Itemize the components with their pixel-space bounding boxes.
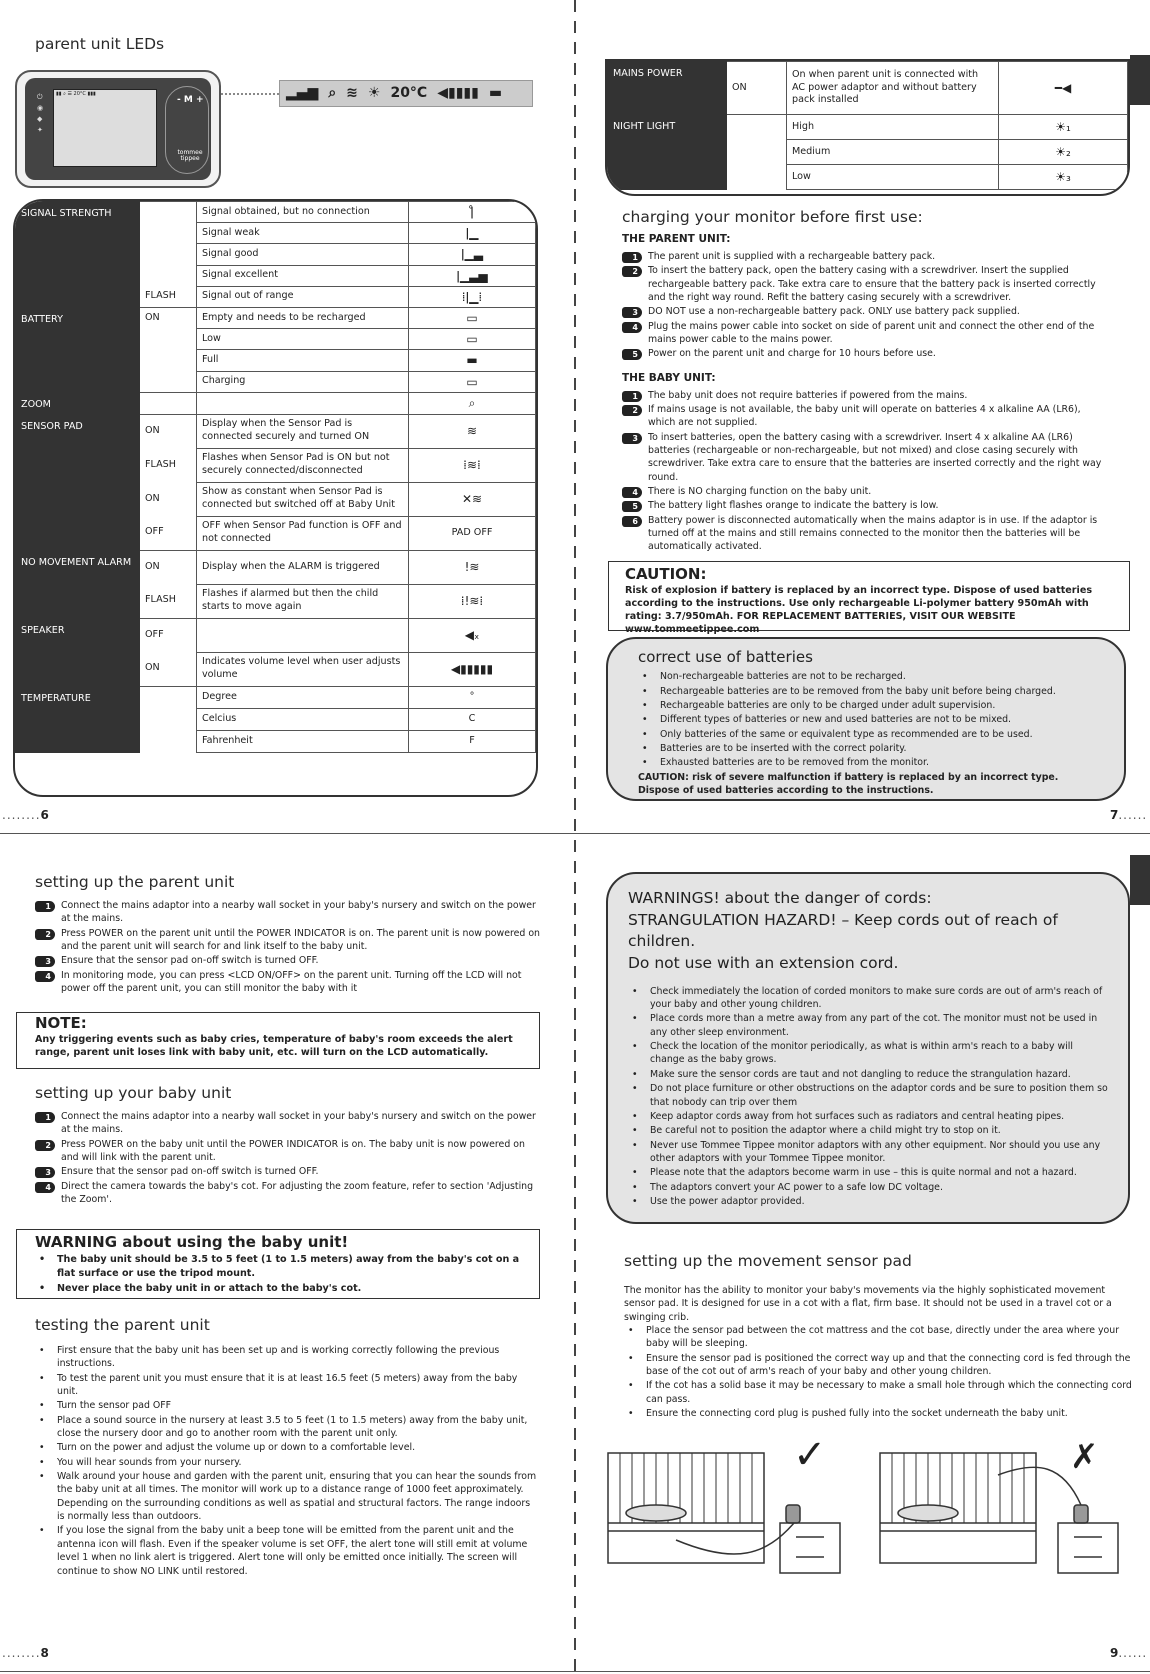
page6.rows-row [16, 686, 536, 708]
step-item [622, 347, 1102, 360]
mode-cell: ON [140, 652, 197, 686]
step-text: Ensure that the sensor pad on-off switch is turned OFF. [61, 1166, 319, 1178]
step-item [622, 264, 1102, 304]
bullet-text: • Rechargeable batteries are only to be charged under adult supervision. [660, 699, 996, 711]
icon-cell [409, 414, 536, 448]
alarm-flash-icon: ⁞!≋⁞ [460, 594, 484, 609]
step-item [622, 389, 1102, 402]
step-text: DO NOT use a non-rechargeable battery pack. ONLY use battery pack supplied. [648, 306, 1020, 318]
side-tab [1130, 55, 1150, 105]
callout-dotted-line [221, 93, 279, 95]
horizontal-divider [0, 833, 1150, 834]
mode-cell [140, 371, 197, 392]
bullet-text: • The adaptors convert your AC power to a safe low DC voltage. [650, 1181, 943, 1193]
description-cell: Signal obtained, but no connection [197, 202, 409, 223]
mode-cell: ON [140, 550, 197, 584]
icon-cell [999, 140, 1128, 165]
bullet-text: • Ensure the connecting cord plug is pushed fully into the socket underneath the baby unit. [646, 1408, 1068, 1420]
bullet-item [628, 1040, 1108, 1067]
bullet-item [624, 1379, 1132, 1406]
bullet-text: • If the cot has a solid base it may be necessary to make a small hole through which the connecting cord can pass. [646, 1380, 1132, 1405]
step-number-badge: 2 [622, 405, 642, 416]
step-item [622, 320, 1102, 347]
correct-setup-illustration [606, 1445, 866, 1575]
step-item [622, 403, 1102, 430]
sensor-pad-off-icon: ✕≋ [461, 492, 483, 507]
mode-cell: ON [140, 482, 197, 516]
bulb-2-icon: ☀₂ [1055, 144, 1071, 159]
temperature-readout: 20°C [390, 84, 428, 101]
description-cell: Empty and needs to be recharged [197, 307, 409, 328]
side-tab [1130, 855, 1150, 905]
bullet-item [35, 1470, 540, 1523]
icon-cell [409, 244, 536, 265]
icon-cell [409, 329, 536, 350]
bullet-item [628, 1068, 1108, 1081]
step-number-badge: 1 [35, 901, 55, 912]
step-text: To insert batteries, open the battery casing with a screwdriver. Insert 4 x alkaline AA (LR6) batteries (rechargeable or non-rechargeable, but not mixed) and close casing securely with screwdriver. Take extra care to ensure that the batteries are inserted correctly and the right way round. [648, 431, 1102, 483]
signal-good-icon: ǀ▁▃ [461, 247, 483, 262]
battery-full-icon: ▬ [466, 353, 478, 368]
bullet-item [638, 713, 1094, 726]
icon-cell [999, 115, 1128, 140]
icon-cell [409, 371, 536, 392]
page6-title: parent unit LEDs [35, 35, 165, 53]
icon-cell [409, 392, 536, 414]
batteries-title: correct use of batteries [638, 648, 813, 666]
step-item [35, 899, 540, 926]
mode-cell [727, 165, 787, 190]
cords-warning-panel [606, 872, 1130, 1224]
bullet-item [628, 985, 1108, 1012]
bullet-item [624, 1324, 1132, 1351]
night-light-icon: ☀ [367, 84, 381, 101]
step-number-badge: 3 [35, 1167, 55, 1178]
description-cell: High [787, 115, 999, 140]
bulb-3-icon: ☀₃ [1055, 169, 1071, 184]
tommee-tippee-logo: tommee tippee [177, 149, 203, 162]
bullet-text: • You will hear sounds from your nursery. [57, 1456, 242, 1468]
note-text: Any triggering events such as baby cries, temperature of baby's room exceeds the alert range, parent unit loses link with baby unit, etc. will turn on the LCD automatically. [35, 1034, 513, 1059]
category-temperature: TEMPERATURE [16, 686, 140, 752]
icon-text-cell: C [409, 708, 536, 730]
mode-cell [140, 730, 197, 752]
mode-cell [140, 329, 197, 350]
icon-text-cell: ° [409, 686, 536, 708]
bullet-item [624, 1352, 1132, 1379]
signal-excellent-icon: ǀ▁▃▅ [456, 268, 488, 283]
bullet-text: • Check immediately the location of corded monitors to make sure cords are out of arm's reach of your baby and other young children. [650, 985, 1103, 1011]
bullet-text: • Turn the sensor pad OFF [57, 1400, 172, 1412]
step-number-badge: 3 [35, 956, 55, 967]
page-number-6: ........6 [2, 808, 49, 822]
mode-cell: OFF [140, 618, 197, 652]
bullet-item [628, 1181, 1108, 1194]
caution-text: Risk of explosion if battery is replaced by an incorrect type. Dispose of used batteries according to the instructions. Use only rechargeable Li-polymer battery 950mAh with rating: 3.7/950mAh. FOR REPLACEMENT BATTERIES, VISIT OUR WEBSITE www.tommeetippee.com [625, 585, 1093, 636]
step-item [35, 1138, 540, 1165]
sensor-pad-flash-icon: ⁞≋⁞ [463, 458, 481, 473]
mode-cell: FLASH [140, 448, 197, 482]
description-cell: OFF when Sensor Pad function is OFF and not connected [197, 516, 409, 550]
bullet-item [638, 670, 1094, 683]
bullet-text: • Make sure the sensor cords are taut and not dangling to reduce the strangulation hazard. [650, 1068, 1071, 1080]
parent-unit-led-table-continued [605, 59, 1130, 196]
step-item [35, 969, 540, 996]
category-night-light: NIGHT LIGHT [608, 115, 727, 190]
bullet-text: • First ensure that the baby unit has been set up and is working correctly following the previous instructions. [57, 1345, 500, 1370]
mode-cell [140, 202, 197, 223]
cords-title-1: WARNINGS! about the danger of cords: [628, 889, 932, 907]
category-zoom: ZOOM [16, 392, 140, 414]
bullet-text: • Be careful not to position the adaptor where a child might try to stop on it. [650, 1125, 1001, 1137]
description-cell: Show as constant when Sensor Pad is connected but switched off at Baby Unit [197, 482, 409, 516]
antenna-icon: ǀ̊ [470, 205, 474, 219]
icon-cell [409, 202, 536, 223]
cords-title-2: STRANGULATION HAZARD! – Keep cords out of reach of children. [628, 910, 1058, 951]
step-item [622, 485, 1102, 498]
step-number-badge: 2 [622, 266, 642, 277]
baby-unit-heading: THE BABY UNIT: [622, 371, 716, 384]
warning-title: WARNING about using the baby unit! [35, 1233, 349, 1251]
icon-cell [409, 448, 536, 482]
step-item [622, 514, 1102, 554]
testing-steps [35, 1344, 540, 1579]
step-number-badge: 5 [622, 501, 642, 512]
bullet-item [638, 728, 1094, 741]
bullet-text: • Never use Tommee Tippee monitor adaptors with any other equipment. Nor should you use any other adaptors with your Tommee Tippee monitor. [650, 1139, 1101, 1164]
description-cell: Signal weak [197, 223, 409, 244]
signal-flash-icon: ⁞ǀ▁⁞ [461, 289, 483, 304]
bullet-text: • Only batteries of the same or equivalent type as recommended are to be used. [660, 728, 1033, 740]
step-number-badge: 4 [622, 487, 642, 498]
step-text: Press POWER on the baby unit until the POWER INDICATOR is on. The baby unit is now powered on and will link with the parent unit. [61, 1138, 525, 1164]
step-number-badge: 3 [622, 433, 642, 444]
page6.rows-row [16, 414, 536, 448]
step-item [35, 1110, 540, 1137]
step-number-badge: 3 [622, 307, 642, 318]
step-number-badge: 2 [35, 929, 55, 940]
bullet-item [35, 1441, 540, 1454]
sensor-pad-title: setting up the movement sensor pad [624, 1252, 912, 1270]
description-cell: Full [197, 350, 409, 371]
step-text: To insert the battery pack, open the battery casing with a screwdriver. Insert the supplied rechargeable battery pack. Take extra care to ensure that the battery pack is inserted correctly and the right way round. Refit the battery casing securely with a screwdriver. [648, 265, 1096, 303]
parent-setup-steps [35, 899, 540, 996]
sensor-pad-intro: The monitor has the ability to monitor your baby's movements via the highly sophisticated movement sensor pad. It is designed for use in a cot with a flat, firm base. It should not be used in a travel cot or a swinging crib. [624, 1285, 1112, 1323]
bullet-item [638, 742, 1094, 755]
mode-cell: ON [140, 414, 197, 448]
bullet-text: • Ensure the sensor pad is positioned the correct way up and that the connecting cord is fed through the base of the cot out of arm's reach of your baby and other young children. [646, 1352, 1131, 1378]
setting-up-baby-title: setting up your baby unit [35, 1084, 232, 1102]
parent-unit-led-table [13, 199, 538, 797]
zoom-icon: ⌕ [468, 396, 476, 411]
step-number-badge: 4 [35, 1182, 55, 1193]
bullet-text: • Do not place furniture or other obstructions on the adaptor cords and be sure to position them so that nobody can trip over them [650, 1083, 1108, 1108]
bullet-text: • Please note that the adaptors become warm in use – this is quite normal and not a hazard. [650, 1167, 1077, 1179]
icon-cell [409, 265, 536, 286]
step-text: If mains usage is not available, the baby unit will operate on batteries 4 x alkaline AA (LR6), which are not supplied. [648, 403, 1081, 429]
bullet-item [628, 1166, 1108, 1179]
step-item [622, 250, 1102, 263]
mode-cell [140, 350, 197, 371]
step-number-badge: 2 [35, 1140, 55, 1151]
description-cell [197, 392, 409, 414]
category-battery: BATTERY [16, 307, 140, 392]
bullet-text: • Batteries are to be inserted with the correct polarity. [660, 743, 907, 755]
sensor-pad-icon: ≋ [346, 84, 358, 101]
bullet-text: • Non-rechargeable batteries are not to be recharged. [660, 671, 906, 683]
parent-unit-illustration: ▮▮ ⌕ ☰ 20°C ▮▮▮ ⏻ ◉ ◆ ✦ - M + tommee tippee [15, 70, 221, 188]
bullet-item [638, 685, 1094, 698]
icon-cell [409, 550, 536, 584]
description-cell: Signal excellent [197, 265, 409, 286]
bullet-item [35, 1399, 540, 1412]
bullet-text: • Rechargeable batteries are to be removed from the baby unit before being charged. [660, 685, 1056, 697]
battery-charging-icon: ▭ [466, 374, 478, 389]
cords-title-3: Do not use with an extension cord. [628, 954, 899, 973]
vertical-divider [574, 0, 576, 1674]
step-text: The battery light flashes orange to indicate the battery is low. [648, 500, 939, 512]
correct-use-of-batteries-panel [606, 637, 1126, 801]
caution-title: CAUTION: [625, 565, 707, 583]
description-cell: Medium [787, 140, 999, 165]
description-cell: Signal out of range [197, 286, 409, 307]
description-cell: Charging [197, 371, 409, 392]
bullet-item [628, 1139, 1108, 1166]
bullet-item [35, 1372, 540, 1399]
step-text: Plug the mains power cable into socket on side of parent unit and connect the other end of the mains power cable to the mains power. [648, 320, 1095, 345]
description-cell: Display when the ALARM is triggered [197, 550, 409, 584]
sensor-pad-icon: ≋ [466, 424, 478, 439]
step-text: Press POWER on the parent unit until the POWER INDICATOR is on. The parent unit is now powered on and the parent unit will search for and link itself to the baby unit. [61, 927, 540, 953]
step-number-badge: 6 [622, 516, 642, 527]
step-number-badge: 1 [622, 391, 642, 402]
bullet-item [35, 1456, 540, 1469]
mode-cell: OFF [140, 516, 197, 550]
icon-text-cell: F [409, 730, 536, 752]
parent-unit-heading: THE PARENT UNIT: [622, 233, 731, 245]
page-number-8: ........8 [2, 1646, 49, 1660]
bullet-item [628, 1012, 1108, 1039]
step-text: There is NO charging function on the baby unit. [648, 485, 872, 497]
step-text: Ensure that the sensor pad on-off switch is turned OFF. [61, 955, 319, 967]
step-item [35, 927, 540, 954]
bullet-text: • Place the sensor pad between the cot mattress and the cot base, directly under the area where your baby will be sleeping. [646, 1325, 1120, 1350]
icon-text-cell: PAD OFF [409, 516, 536, 550]
page7.top_rows-row [608, 62, 1128, 115]
incorrect-setup-illustration [878, 1445, 1138, 1575]
description-cell: On when parent unit is connected with AC power adaptor and without battery pack installed [787, 62, 999, 115]
charging-title: charging your monitor before first use: [622, 208, 923, 226]
step-text: Connect the mains adaptor into a nearby wall socket in your baby's nursery and switch on the power at the mains. [61, 900, 536, 925]
bullet-item [628, 1110, 1108, 1123]
note-title: NOTE: [35, 1014, 87, 1032]
sensor-pad-section [624, 1284, 1132, 1421]
description-cell: Display when the Sensor Pad is connected securely and turned ON [197, 414, 409, 448]
icon-cell [999, 165, 1128, 190]
description-cell: Signal good [197, 244, 409, 265]
alarm-icon: !≋ [464, 560, 480, 575]
step-number-badge: 1 [35, 1112, 55, 1123]
zoom-icon: ⌕ [328, 84, 337, 101]
step-item [35, 1165, 540, 1178]
signal-excellent-icon: ▂▄▆ [286, 84, 319, 101]
page7.top_rows-row [608, 115, 1128, 140]
step-text: Connect the mains adaptor into a nearby wall socket in your baby's nursery and switch on the power at the mains. [61, 1111, 536, 1136]
battery-low-icon: ▭ [466, 332, 478, 347]
step-text: Direct the camera towards the baby's cot. For adjusting the zoom feature, refer to section 'Adjusting the Zoom'. [61, 1180, 534, 1206]
lcd-status-strip [279, 80, 533, 107]
bullet-text: • Use the power adaptor provided. [650, 1195, 805, 1207]
step-item [35, 954, 540, 967]
bullet-text: • Keep adaptor cords away from hot surfaces such as radiators and central heating pipes. [650, 1110, 1065, 1122]
bullet-item [35, 1344, 540, 1371]
description-cell [197, 618, 409, 652]
bullet-item [35, 1253, 521, 1280]
bottom-rule [0, 1671, 1150, 1672]
step-item [622, 499, 1102, 512]
bullet-item [35, 1524, 540, 1577]
step-item [622, 431, 1102, 484]
description-cell: Low [197, 329, 409, 350]
step-item [35, 1180, 540, 1207]
warning-box [16, 1229, 540, 1299]
bullet-item [628, 1195, 1108, 1208]
category-mains-power: MAINS POWER [608, 62, 727, 115]
step-number-badge: 1 [622, 252, 642, 263]
category-speaker: SPEAKER [16, 618, 140, 686]
speaker-mute-icon: ◀ₓ [464, 628, 480, 643]
mode-cell: ON [727, 62, 787, 115]
icon-cell [409, 350, 536, 371]
caution-box [608, 561, 1130, 636]
icon-cell [409, 584, 536, 618]
charging-section [622, 232, 1102, 555]
page6.rows-row [16, 550, 536, 584]
bullet-text: • The baby unit should be 3.5 to 5 feet (1 to 1.5 meters) away from the baby's cot on a flat surface or use the tripod mount. [57, 1254, 520, 1279]
icon-cell [409, 286, 536, 307]
mode-cell [140, 708, 197, 730]
category-no-movement-alarm: NO MOVEMENT ALARM [16, 550, 140, 618]
description-cell: Flashes when Sensor Pad is ON but not securely connected/disconnected [197, 448, 409, 482]
mode-cell [727, 140, 787, 165]
bullet-text: • Never place the baby unit in or attach to the baby's cot. [57, 1282, 362, 1294]
mode-cell [140, 686, 197, 708]
category-sensor-pad: SENSOR PAD [16, 414, 140, 550]
bullet-item [638, 756, 1094, 769]
mode-cell [727, 115, 787, 140]
correct-mark: ✓ [793, 1432, 827, 1478]
description-cell: Celcius [197, 708, 409, 730]
page6.rows-row [16, 392, 536, 414]
mode-cell [140, 392, 197, 414]
description-cell: Indicates volume level when user adjusts volume [197, 652, 409, 686]
bullet-text: • Exhausted batteries are to be removed from the monitor. [660, 757, 929, 769]
bullet-text: • Different types of batteries or new and used batteries are not to be mixed. [660, 714, 1012, 726]
page-number-9: 9...... [1110, 1646, 1148, 1660]
signal-weak-icon: ǀ▁ [465, 226, 479, 241]
bullet-text: • Place cords more than a metre away from any part of the cot. The monitor must not be used in any other sleep environment. [650, 1013, 1098, 1038]
icon-cell [409, 618, 536, 652]
baby-setup-steps [35, 1110, 540, 1207]
bullet-text: • Walk around your house and garden with the parent unit, ensuring that you can hear the sounds from the baby unit at all times. The monitor will work up to a distance range of 1000 feet approximately. Depending on the surrounding conditions as well as spatial and structural factors. The range indoors is normally less than outdoors. [57, 1471, 537, 1523]
icon-cell [409, 652, 536, 686]
icon-cell [409, 307, 536, 328]
mode-cell [140, 223, 197, 244]
bullet-item [628, 1082, 1108, 1109]
bullet-item [638, 699, 1094, 712]
icon-cell [409, 482, 536, 516]
note-box [16, 1012, 540, 1069]
speaker-volume-icon: ◀▮▮▮▮▮ [450, 662, 494, 677]
step-number-badge: 4 [622, 322, 642, 333]
step-text: In monitoring mode, you can press <LCD ON/OFF> on the parent unit. Turning off the LCD will not power off the parent unit, you can still monitor the baby with it [61, 969, 522, 995]
icon-cell [409, 223, 536, 244]
wrong-mark: ✗ [1070, 1437, 1099, 1477]
bullet-text: • Place a sound source in the nursery at least 3.5 to 5 feet (1 to 1.5 meters) away from the baby unit, close the nursery door and go to another room with the parent unit only. [57, 1414, 528, 1440]
step-text: The baby unit does not require batteries if powered from the mains. [648, 389, 968, 401]
battery-empty-icon: ▭ [466, 310, 478, 325]
plug-icon: ━◀ [1054, 80, 1072, 95]
device-screen: ▮▮ ⌕ ☰ 20°C ▮▮▮ [53, 89, 157, 167]
bullet-item [35, 1282, 521, 1296]
step-text: The parent unit is supplied with a rechargeable battery pack. [648, 250, 936, 262]
description-cell: Degree [197, 686, 409, 708]
category-signal-strength: SIGNAL STRENGTH [16, 202, 140, 308]
page6.rows-row [16, 618, 536, 652]
bullet-item [35, 1414, 540, 1441]
bulb-1-icon: ☀₁ [1055, 119, 1071, 134]
setting-up-parent-title: setting up the parent unit [35, 873, 235, 891]
step-item [622, 305, 1102, 318]
description-cell: Fahrenheit [197, 730, 409, 752]
bullet-text: • Check the location of the monitor periodically, as what is within arm's reach to a baby will change as the baby grows. [650, 1041, 1074, 1066]
page6.rows-row [16, 307, 536, 328]
mode-cell: FLASH [140, 584, 197, 618]
step-number-badge: 5 [622, 349, 642, 360]
bullet-text: • If you lose the signal from the baby unit a beep tone will be emitted from the parent unit and the antenna icon will flash. Even if the speaker volume is set OFF, the alert tone will still emit at volume level 1 when no link alert is triggered. Alert tone will only be emitted once initially. The screen will continue to show NO LINK until restored. [57, 1525, 528, 1577]
step-text: Battery power is disconnected automatically when the mains adaptor is in use. If the adaptor is turned off at the mains and still remains connected to the monitor then the batteries will be automatically activated. [648, 514, 1098, 553]
mode-cell [140, 265, 197, 286]
page-number-7: 7...... [1110, 808, 1148, 822]
mode-cell: FLASH [140, 286, 197, 307]
speaker-volume-icon: ◀▮▮▮▮ [437, 84, 479, 101]
bullet-text: • Turn on the power and adjust the volume up or down to a comfortable level. [57, 1442, 416, 1454]
testing-parent-title: testing the parent unit [35, 1316, 210, 1334]
battery-icon: ▬ [488, 84, 503, 101]
bullet-item [628, 1124, 1108, 1137]
page6.rows-row [16, 202, 536, 223]
description-cell: Flashes if alarmed but then the child starts to move again [197, 584, 409, 618]
mode-cell: ON [140, 307, 197, 328]
step-number-badge: 4 [35, 971, 55, 982]
mode-cell [140, 244, 197, 265]
icon-cell [999, 62, 1128, 115]
description-cell: Low [787, 165, 999, 190]
bullet-item [624, 1407, 1132, 1420]
step-text: Power on the parent unit and charge for 10 hours before use. [648, 348, 936, 360]
batteries-caution: CAUTION: risk of severe malfunction if battery is replaced by an incorrect type. Dispose of used batteries according to the instructions. [638, 771, 1059, 797]
bullet-text: • To test the parent unit you must ensure that it is at least 16.5 feet (5 meters) away from the baby unit. [57, 1372, 518, 1398]
